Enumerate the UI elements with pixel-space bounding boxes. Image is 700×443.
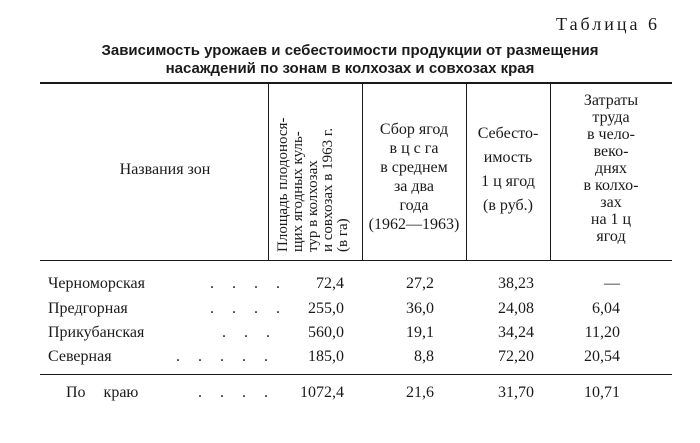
- leader-dots: . . .: [222, 324, 277, 341]
- zone-name: Черноморская: [48, 275, 145, 292]
- total-yield-value: 21,6: [406, 384, 434, 401]
- header-yield: [362, 120, 466, 234]
- header-area-line-3: тур в колхозах: [305, 160, 321, 252]
- caption-line-2: насаждений по зонам в колхозах и совхозах края: [165, 60, 535, 77]
- header-yield-line-3: в среднем: [380, 159, 448, 176]
- header-yield-line-2: в ц с га: [389, 140, 439, 157]
- yield-value: 27,2: [406, 275, 434, 292]
- header-cost-line-4: (в руб.): [483, 197, 533, 214]
- area-value: 72,4: [316, 275, 344, 292]
- table-caption: [0, 42, 700, 78]
- header-labor-line-4: веко-: [593, 143, 629, 160]
- header-cost-line-2: имость: [483, 149, 533, 166]
- leader-dots: . . . .: [198, 384, 275, 401]
- header-yield-line-1: Сбор ягод: [379, 121, 449, 138]
- caption-line-1: Зависимость урожаев и себестоимости продукции от размещения: [101, 42, 599, 59]
- total-area-value: 1072,4: [300, 384, 344, 401]
- header-labor-line-6: в колхо-: [583, 177, 639, 194]
- table-number: Таблица 6: [556, 14, 660, 34]
- yield-value: 8,8: [414, 348, 434, 365]
- header-top-rule: [40, 82, 672, 84]
- leader-dots: . . . .: [210, 300, 287, 317]
- leader-dots: . . . . .: [176, 348, 275, 365]
- header-labor-line-1: Затраты: [583, 92, 639, 109]
- total-rule: [40, 374, 672, 375]
- header-area-line-5: (в га): [335, 218, 351, 252]
- area-value: 255,0: [308, 300, 344, 317]
- cost-value: 24,08: [498, 300, 534, 317]
- header-labor-line-2: труда: [592, 109, 630, 126]
- yield-value: 36,0: [406, 300, 434, 317]
- header-labor-line-8: на 1 ц: [590, 211, 632, 228]
- yield-value: 19,1: [406, 324, 434, 341]
- header-yield-line-5: года: [399, 197, 429, 214]
- cost-value: 38,23: [498, 275, 534, 292]
- labor-value: —: [604, 275, 620, 292]
- total-label: По краю: [66, 384, 139, 401]
- header-cost-line-3: 1 ц ягод: [481, 173, 535, 190]
- header-yield-line-6: (1962—1963): [368, 216, 460, 233]
- zone-name: Предгорная: [48, 300, 128, 317]
- zone-name: Прикубанская: [48, 324, 145, 341]
- total-labor-value: 10,71: [584, 384, 620, 401]
- labor-value: 6,04: [592, 300, 620, 317]
- header-area-line-1: Площадь плодонося-: [275, 117, 291, 252]
- zone-name: Северная: [48, 348, 112, 365]
- header-area-line-2: щих ягодных куль-: [290, 131, 306, 252]
- header-zone: Названия зон: [119, 161, 211, 178]
- header-cost: [466, 122, 550, 218]
- header-labor-line-7: зах: [600, 194, 622, 211]
- header-labor-line-3: в чело-: [586, 126, 635, 143]
- labor-value: 20,54: [584, 348, 620, 365]
- labor-value: 11,20: [584, 324, 620, 341]
- header-labor-line-9: ягод: [596, 228, 626, 245]
- header-yield-line-4: за два: [393, 178, 434, 195]
- area-value: 185,0: [308, 348, 344, 365]
- col-divider-1: [268, 84, 269, 260]
- header-labor-line-5: днях: [594, 160, 628, 177]
- header-bottom-rule: [40, 260, 672, 261]
- cost-value: 72,20: [498, 348, 534, 365]
- header-labor: [550, 92, 672, 245]
- area-value: 560,0: [308, 324, 344, 341]
- leader-dots: . . . .: [210, 275, 287, 292]
- cost-value: 34,24: [498, 324, 534, 341]
- total-cost-value: 31,70: [498, 384, 534, 401]
- header-area: [276, 118, 351, 252]
- header-cost-line-1: Себесто-: [477, 125, 539, 142]
- header-area-line-4: и совхозах в 1963 г.: [320, 127, 336, 252]
